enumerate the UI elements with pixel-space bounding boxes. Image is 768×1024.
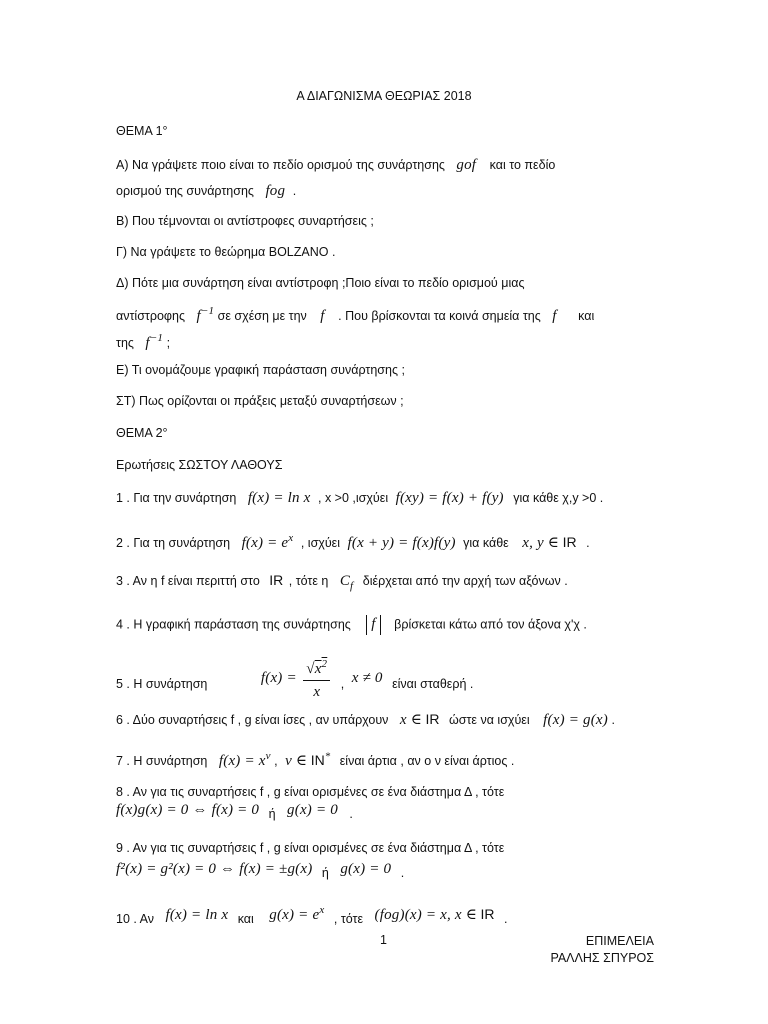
- page-number: 1: [380, 933, 387, 947]
- tf-question-10: 10 . Αν f(x) = ln x και $g(x) = e^x$ , τότε (fog)(x) = x, x ∈ IR .: [116, 904, 508, 926]
- math-expression: x ∈: [399, 712, 423, 728]
- question-a-line1: [116, 157, 555, 173]
- question-e: Ε) Τι ονομάζουμε γραφική παράσταση συνάρτησης ;: [116, 363, 405, 377]
- math-f-inverse: $f^{-1}$: [196, 305, 215, 324]
- math-expression: (fog)(x) = x, x ∈: [374, 907, 478, 923]
- question-d-line2: [116, 303, 594, 324]
- tf-question-9-line2: f²(x) = g²(x) = 0 ⇔ f(x) = ±g(x) ή g(x) = 0 .: [116, 861, 405, 880]
- text: . Που βρίσκονται τα κοινά σημεία της: [338, 309, 541, 323]
- text: ;: [166, 336, 171, 350]
- tf-question-8-line1: 8 . Αν για τις συναρτήσεις f , g είναι ορισμένες σε ένα διάστημα Δ , τότε: [116, 785, 505, 799]
- tf-question-9-line1: 9 . Αν για τις συναρτήσεις f , g είναι ορισμένες σε ένα διάστημα Δ , τότε: [116, 841, 505, 855]
- text: σε σχέση με την: [217, 309, 307, 323]
- math-f-inverse: $f^{-1}$: [145, 332, 164, 351]
- question-d-line3: [116, 330, 170, 351]
- text: αντίστροφης: [116, 309, 185, 323]
- tf-question-8-line2: f(x)g(x) = 0 ⇔ f(x) = 0 ή g(x) = 0 .: [116, 802, 353, 821]
- tf-question-6: 6 . Δύο συναρτήσεις f , g είναι ίσες , αν υπάρχουν x ∈ IR ώστε να ισχύει f(x) = g(x) .: [116, 711, 615, 728]
- footer-author-name: ΡΑΛΛΗΣ ΣΠΥΡΟΣ: [550, 951, 654, 965]
- tf-question-5: 5 . Η συνάρτηση f(x) = $\frac{√x^2}{x}$ , x ≠ 0 είναι σταθερή .: [116, 660, 473, 708]
- math-expression: f(x) = ln x: [247, 490, 311, 506]
- reals-symbol: IR: [269, 572, 284, 588]
- math-expression: f(x) = g(x): [543, 712, 608, 728]
- question-g: Γ) Να γράψετε το θεώρημα BOLZANO .: [116, 245, 336, 259]
- question-b: Β) Που τέμνονται οι αντίστροφες συναρτήσεις ;: [116, 214, 374, 228]
- section-heading-1: ΘΕΜΑ 1°: [116, 124, 168, 138]
- math-fraction: $\frac{√x^2}{x}$: [303, 654, 330, 702]
- math-f: f: [552, 308, 557, 324]
- naturals-symbol: IN*: [310, 750, 331, 768]
- text: και: [578, 309, 595, 323]
- true-false-heading: Ερωτήσεις ΣΩΣΤΟΥ ΛΑΘΟΥΣ: [116, 458, 283, 472]
- tf-question-3: 3 . Αν η f είναι περιττή στο IR , τότε η $C_f$ διέρχεται από την αρχή των αξόνων .: [116, 572, 568, 592]
- text: ορισμού της συνάρτησης: [116, 184, 254, 198]
- math-expression: f(x + y) = f(x)f(y): [347, 535, 456, 551]
- footer-editor-label: ΕΠΙΜΕΛΕΙΑ: [585, 934, 654, 948]
- tf-question-1: 1 . Για την συνάρτηση f(x) = ln x , x >0 ,ισχύει f(xy) = f(x) + f(y) για κάθε χ,y >0 .: [116, 490, 604, 506]
- reals-symbol: IR: [480, 906, 495, 922]
- math-expression: $f(x) = x^\nu$: [218, 750, 271, 769]
- reals-symbol: IR: [562, 534, 577, 550]
- math-expression: ν ∈: [285, 753, 308, 769]
- math-abs-f: f: [366, 615, 380, 635]
- math-expression: f(x)g(x) = 0 ⇔ f(x) = 0: [116, 802, 260, 818]
- math-fog: fog: [265, 183, 286, 199]
- reals-symbol: IR: [425, 711, 440, 727]
- math-expression: f²(x) = g²(x) = 0 ⇔ f(x) = ±g(x): [116, 861, 313, 877]
- text: της: [116, 336, 134, 350]
- section-heading-2: ΘΕΜΑ 2°: [116, 426, 168, 440]
- math-curve-cf: $C_f$: [339, 573, 354, 592]
- tf-question-4: 4 . Η γραφική παράσταση της συνάρτησης f βρίσκεται κάτω από τον άξονα χ'χ .: [116, 615, 587, 635]
- math-expression: f(x) = ln x: [165, 907, 229, 923]
- tf-question-7: 7 . Η συνάρτηση $f(x) = x^\nu$ , ν ∈ IN* είναι άρτια , αν ο ν είναι άρτιος .: [116, 750, 515, 769]
- tf-question-2: 2 . Για τη συνάρτηση $f(x) = e^x$ , ισχύει f(x + y) = f(x)f(y) για κάθε x, y ∈ IR .: [116, 532, 590, 551]
- math-expression: f(xy) = f(x) + f(y): [395, 490, 504, 506]
- math-expression: g(x) = 0: [340, 861, 392, 877]
- math-expression: f(x) =: [260, 670, 297, 686]
- math-gof: gof: [456, 157, 477, 173]
- math-expression: $g(x) = e^x$: [269, 904, 325, 923]
- math-expression: g(x) = 0: [287, 802, 338, 818]
- text: και το πεδίο: [489, 158, 556, 172]
- question-d-line1: Δ) Πότε μια συνάρτηση είναι αντίστροφη ;Ποιο είναι το πεδίο ορισμού μιας: [116, 276, 525, 290]
- math-expression: $f(x) = e^x$: [241, 532, 294, 551]
- math-f: f: [320, 308, 325, 324]
- question-st: ΣΤ) Πως ορίζονται οι πράξεις μεταξύ συναρτήσεων ;: [116, 394, 404, 408]
- text: Α) Να γράψετε ποιο είναι το πεδίο ορισμού της συνάρτησης: [116, 158, 445, 172]
- document-title: Α ΔΙΑΓΩΝΙΣΜΑ ΘΕΩΡΙΑΣ 2018: [296, 89, 472, 103]
- math-expression: x ≠ 0: [351, 670, 383, 686]
- math-expression: x, y ∈: [522, 535, 560, 551]
- question-a-line2: ορισμού της συνάρτησης fog .: [116, 183, 297, 199]
